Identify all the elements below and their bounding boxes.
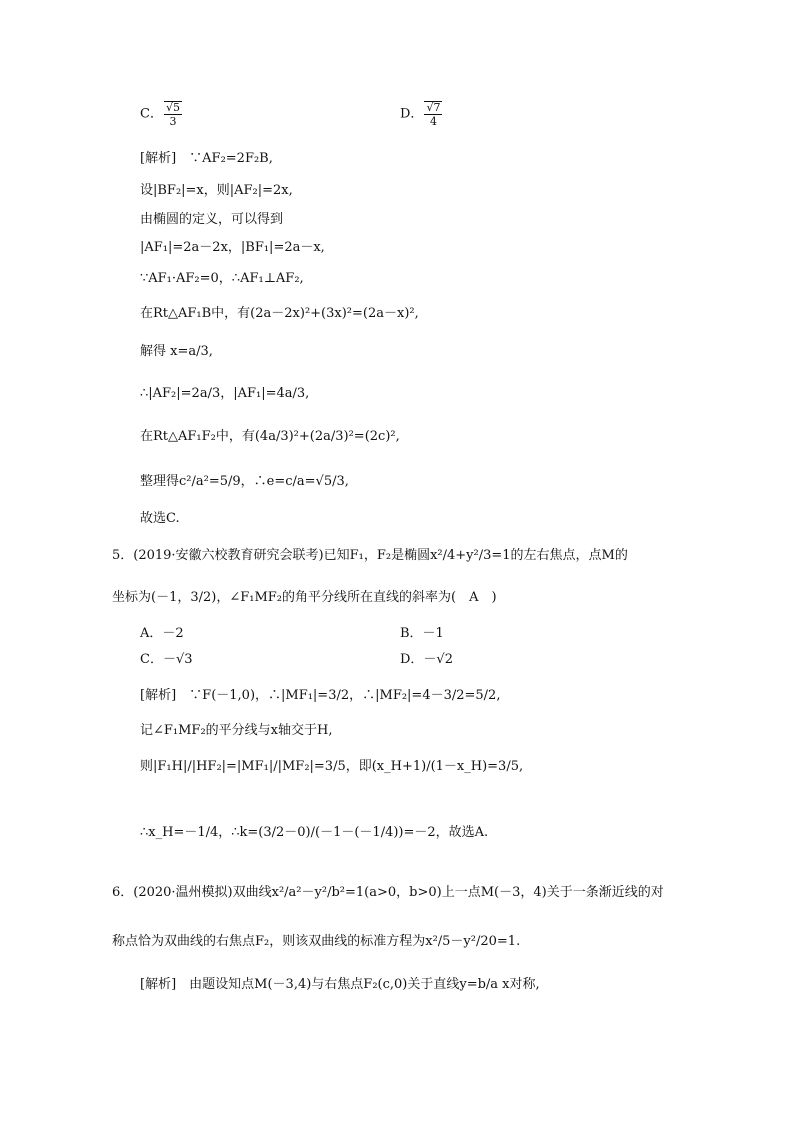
q6-stem-text: 称点恰为双曲线的右焦点F₂，则该双曲线的标准方程为x²/5－y²/20=1. [112, 934, 521, 949]
q6-stem-line-2 [112, 935, 520, 948]
q5-option-b-text: B．－1 [400, 626, 444, 641]
q5-option-d [400, 653, 453, 666]
q4-line-text: 设|BF₂|=x，则|AF₂|=2x, [140, 183, 293, 198]
q5-line-text: 则|F₁H|/|HF₂|=|MF₁|/|MF₂|=3/5，即(x_H+1)/(1－x_H)=3/5, [140, 759, 524, 774]
q5-option-b [400, 627, 444, 640]
q4-analysis-line-1 [140, 152, 273, 165]
q5-stem-text: 坐标为(－1，3/2)，∠F₁MF₂的角平分线所在直线的斜率为( A ) [112, 590, 497, 605]
q5-analysis-line-3 [140, 760, 523, 773]
q4-analysis-line-10 [140, 475, 349, 488]
q4-option-d-num: √7 [426, 101, 441, 114]
q4-option-c-den: 3 [169, 115, 177, 128]
q4-analysis-line-2 [140, 184, 293, 197]
q5-stem-text: 5．(2019·安徽六校教育研究会联考)已知F₁，F₂是椭圆x²/4+y²/3=1的左右焦点，点M的 [112, 548, 628, 563]
q6-stem-text: 6．(2020·温州模拟)双曲线x²/a²－y²/b²=1(a>0，b>0)上一点M(－3，4)关于一条渐近线的对 [112, 885, 664, 900]
analysis-label: [解析] [140, 977, 177, 992]
q5-stem-line-2 [112, 591, 497, 604]
q4-option-c-label: C． [140, 106, 163, 122]
q5-line-text: ∵F(－1,0)，∴|MF₁|=3/2，∴|MF₂|=4－3/2=5/2, [189, 688, 501, 703]
q5-option-c-text: C．－√3 [140, 652, 193, 667]
q4-option-d-label: D． [400, 106, 424, 122]
q6-stem-line-1 [112, 886, 664, 899]
q6-line-text: 由题设知点M(－3,4)与右焦点F₂(c,0)关于直线y=b/a x对称, [189, 977, 540, 992]
q4-line-text: 解得 x=a/3, [140, 344, 213, 359]
q4-option-d [400, 101, 443, 127]
q5-option-d-text: D．－√2 [400, 652, 453, 667]
q4-analysis-line-5 [140, 272, 304, 285]
q4-line-text: 整理得c²/a²=5/9，∴e=c/a=√5/3, [140, 474, 349, 489]
q4-analysis-line-6 [140, 307, 419, 320]
q6-analysis-line-1 [140, 978, 540, 991]
q4-option-c-num: √5 [165, 101, 180, 114]
q4-analysis-line-7 [140, 345, 213, 358]
q4-line-text: 在Rt△AF₁F₂中，有(4a/3)²+(2a/3)²=(2c)², [140, 429, 400, 444]
q4-line-text: 在Rt△AF₁B中，有(2a－2x)²+(3x)²=(2a－x)², [140, 306, 419, 321]
q4-analysis-line-4 [140, 241, 325, 254]
q5-line-text: 记∠F₁MF₂的平分线与x轴交于H, [140, 723, 333, 738]
q5-option-a [140, 627, 184, 640]
q4-analysis-line-9 [140, 430, 400, 443]
q4-option-c [140, 101, 183, 127]
q5-analysis-line-1 [140, 689, 500, 702]
q5-option-c [140, 653, 193, 666]
analysis-label: [解析] [140, 151, 177, 166]
q4-line-text: 由椭圆的定义，可以得到 [140, 212, 284, 227]
q4-line-text: |AF₁|=2a－2x，|BF₁|=2a－x, [140, 240, 325, 255]
q4-analysis-line-8 [140, 387, 309, 400]
q4-line-text: 故选C. [140, 511, 180, 526]
analysis-label: [解析] [140, 688, 177, 703]
q4-analysis-line-3 [140, 213, 283, 226]
q5-option-a-text: A．－2 [140, 626, 184, 641]
q5-analysis-line-2 [140, 724, 332, 737]
q5-analysis-line-4 [140, 826, 488, 839]
q5-line-text: ∴x_H=－1/4，∴k=(3/2－0)/(－1－(－1/4))=－2，故选A. [140, 825, 489, 840]
q4-option-d-den: 4 [429, 115, 437, 128]
q4-line-text: ∵AF₁·AF₂=0，∴AF₁⊥AF₂, [140, 271, 304, 286]
q4-analysis-line-11 [140, 512, 180, 525]
q5-stem-line-1 [112, 549, 628, 562]
q4-line-text: ∵AF₂=2F₂B, [189, 151, 273, 166]
q4-line-text: ∴|AF₂|=2a/3，|AF₁|=4a/3, [140, 386, 310, 401]
